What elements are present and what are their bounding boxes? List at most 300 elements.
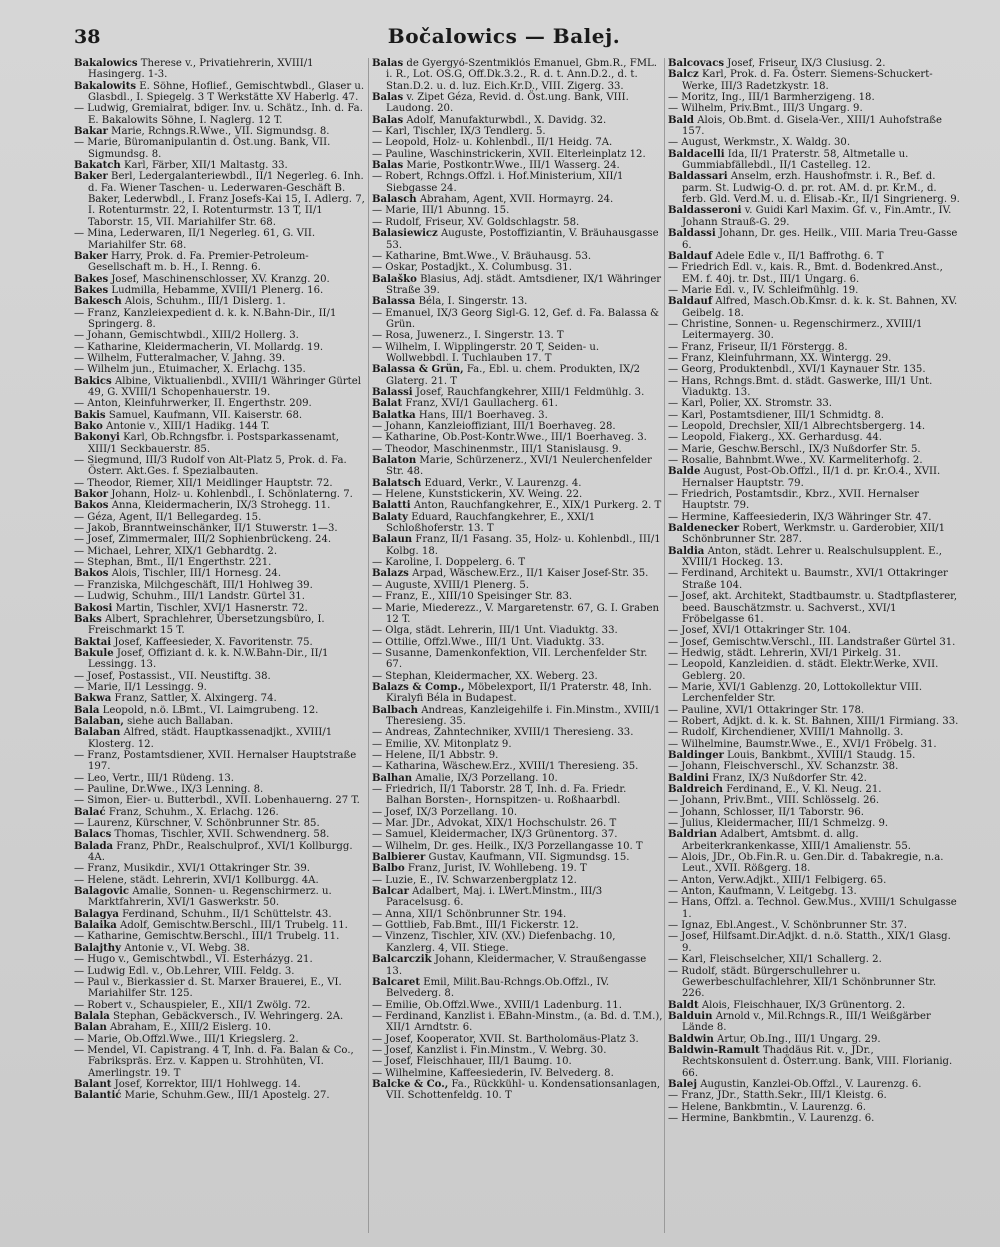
entry-surname: Balej (668, 1078, 697, 1090)
page-header (74, 22, 934, 52)
directory-entry (372, 308, 664, 331)
directory-entry (668, 716, 960, 727)
directory-entry (74, 920, 366, 931)
directory-entry (74, 614, 366, 637)
entry-details: — Robert, Rchngs.Offzl. i. Hof.Ministerium, XII/1 Siebgasse 24. (372, 171, 624, 194)
entry-details: — Georg, Produktenbdl., XVI/1 Kaynauer Str. 135. (668, 364, 926, 376)
entry-details: — Hugo v., Gemischtwbdl., VI. Esterházyg. 21. (74, 954, 313, 966)
entry-details: Andreas, Kanzleigehilfe i. Fin.Minstm., XVIII/1 Theresieng. 35. (386, 704, 661, 727)
entry-surname: Baldauf (668, 296, 713, 308)
entry-surname: Balazs & Comp., (372, 681, 465, 693)
directory-entry (372, 251, 664, 262)
directory-entry (74, 410, 366, 421)
directory-entry (668, 750, 960, 761)
directory-entry (74, 931, 366, 942)
directory-entry (668, 466, 960, 489)
entry-details: Karl, Prok. d. Fa. Österr. Siemens-Schuckert-Werke, III/3 Radetzkystr. 18. (682, 69, 933, 92)
directory-entry (668, 784, 960, 795)
directory-entry (668, 705, 960, 716)
directory-entry (668, 659, 960, 682)
column-2 (372, 58, 664, 1233)
entry-details: — Wilhelm, I. Wipplingerstr. 20 T, Seiden- u. Wollwebbdl. I. Tuchlauben 17. T (372, 341, 600, 364)
directory-entry (668, 546, 960, 569)
entry-details: Johann, Holz- u. Kohlenbdl., I. Schönlaterng. 7. (111, 489, 353, 501)
entry-details: — Samuel, Kleidermacher, IX/3 Grünentorg. 37. (372, 829, 618, 841)
entry-details: Eduard, Verkr., V. Laurenzg. 4. (424, 477, 582, 489)
directory-entry (74, 841, 366, 864)
directory-entry (372, 637, 664, 648)
entry-details: — Pauline, Dr.Wwe., IX/3 Lenning. 8. (74, 784, 264, 795)
entry-details: v. Zipet Géza, Revid. d. Öst.ung. Bank, VIII. Laudong. 20. (386, 92, 629, 115)
entry-surname: Baldreich (668, 784, 724, 795)
directory-entry (668, 897, 960, 920)
directory-entry (668, 637, 960, 648)
directory-entry (668, 1113, 960, 1124)
directory-entry (372, 920, 664, 931)
entry-details: — Emilie, XV. Mitonplatz 9. (372, 738, 512, 750)
directory-entry (372, 580, 664, 591)
entry-details: — Helene, städt. Lehrerin, XVI/1 Kollburgg. 4A. (74, 874, 319, 886)
directory-entry (668, 115, 960, 138)
entry-details: — Leopold, Kanzleidien. d. städt. Elektr.Werke, XVII. Geblerg. 20. (668, 659, 939, 682)
entry-details: Stephan, Gebäckversch., IV. Wehringerg. 2A. (113, 1010, 344, 1022)
entry-surname: Balacs (74, 829, 112, 841)
entry-details: Arpad, Wäschew.Erz., II/1 Kaiser Josef-Str. 35. (412, 568, 649, 580)
directory-entry (668, 228, 960, 251)
directory-entry (74, 1079, 366, 1090)
entry-details: — Emanuel, IX/3 Georg Sigl-G. 12, Gef. d. Fa. Balassa & Grün. (372, 307, 660, 330)
directory-entry (372, 410, 664, 421)
entry-details: — Helene, Bankbmtin., V. Laurenzg. 6. (668, 1101, 866, 1113)
directory-entry (372, 841, 664, 852)
entry-surname: Bakar (74, 126, 108, 138)
entry-details: — Olga, städt. Lehrerin, III/1 Unt. Viaduktg. 33. (372, 625, 618, 637)
directory-entry (74, 784, 366, 795)
directory-entry (372, 761, 664, 772)
entry-details: — Franz, Kanzleiexpedient d. k. k. N.Bahn-Dir., II/1 Springerg. 8. (74, 307, 337, 330)
directory-entry (74, 285, 366, 296)
entry-surname: Bakule (74, 647, 114, 659)
directory-entry (74, 977, 366, 1000)
entry-details: Arnold v., Mil.Rchngs.R., III/1 Weißgärber Lände 8. (682, 1010, 931, 1034)
entry-details: Franz, PhDr., Realschulprof., XVI/1 Kollburgg. 4A. (88, 840, 353, 864)
directory-entry (668, 795, 960, 806)
entry-surname: Bakos (74, 568, 109, 580)
entry-surname: Bakonyi (74, 432, 120, 444)
entry-details: — Simon, Eier- u. Butterbdl., XVII. Lobenhauerng. 27 T. (74, 795, 360, 807)
directory-entry (668, 432, 960, 443)
directory-entry (372, 512, 664, 535)
directory-entry (74, 376, 366, 399)
entry-details: — Josef, XVI/1 Ottakringer Str. 104. (668, 625, 851, 637)
directory-entry (372, 444, 664, 455)
entry-surname: Balcar (372, 886, 409, 898)
directory-entry (668, 648, 960, 659)
entry-details: Franz, Jurist, IV. Wohllebeng. 19. T (407, 863, 587, 875)
entry-details: — Marie, II/1 Lessingg. 9. (74, 681, 207, 693)
directory-entry (668, 489, 960, 512)
directory-entry (372, 115, 664, 126)
directory-entry (668, 625, 960, 636)
directory-entry (372, 489, 664, 500)
entry-details: Marie, Postkontr.Wwe., III/1 Wasserg. 24. (406, 160, 620, 172)
entry-details: — Ferdinand, Kanzlist i. EBahn-Minstm., (a. Bd. d. T.M.), XII/1 Arndtstr. 6. (372, 1010, 663, 1034)
entry-details: — Karl, Tischler, IX/3 Tendlerg. 5. (372, 126, 546, 138)
directory-entry (668, 205, 960, 228)
directory-entry (74, 103, 366, 126)
entry-details: — Franz, Musikdir., XVI/1 Ottakringer Str. 39. (74, 863, 310, 875)
directory-entry (668, 886, 960, 897)
entry-surname: Bakes (74, 273, 109, 285)
directory-entry (372, 671, 664, 682)
entry-details: Karl, Ob.Rchngsfbr. i. Postsparkassenamt, XIII/1 Seckbauerstr. 85. (88, 432, 339, 455)
directory-entry (372, 1056, 664, 1067)
entry-details: August, Post-Ob.Offzl., II/1 d. pr. Kr.O.4., XVII. Hernalser Hauptstr. 79. (682, 466, 941, 489)
directory-entry (668, 954, 960, 965)
entry-details: — Leopold, Holz- u. Kohlenbdl., II/1 Heidg. 7A. (372, 137, 613, 149)
entry-details: — Josef, Zimmermaler, III/2 Sophienbrückeng. 24. (74, 534, 332, 546)
directory-entry (372, 909, 664, 920)
directory-entry (74, 568, 366, 579)
entry-details: Amalie, Sonnen- u. Regenschirmerz. u. Marktfahrerin, XVI/1 Gaswerkstr. 50. (88, 886, 332, 909)
directory-entry (372, 739, 664, 750)
directory-entry (668, 137, 960, 148)
directory-entry (668, 920, 960, 931)
entry-surname: Bakwa (74, 693, 112, 705)
entry-details: — Josef, Kanzlist i. Fin.Minstm., V. Webrg. 30. (372, 1044, 607, 1056)
directory-entry (74, 637, 366, 648)
directory-entry (668, 58, 960, 69)
entry-surname: Balać (74, 806, 106, 818)
entry-details: Alois, Tischler, III/1 Hornesg. 24. (111, 568, 282, 580)
directory-entry (74, 557, 366, 568)
directory-entry (74, 274, 366, 285)
directory-entry (74, 671, 366, 682)
entry-details: — Marie, Ob.Offzl.Wwe., III/1 Kriegslerg. 2. (74, 1033, 299, 1045)
entry-details: Thomas, Tischler, XVII. Schwendnerg. 58. (114, 829, 330, 841)
entry-surname: Bakos (74, 500, 109, 512)
directory-entry (74, 1034, 366, 1045)
directory-entry (74, 489, 366, 500)
entry-details: — Andreas, Zahntechniker, XVIII/1 Theresieng. 33. (372, 727, 634, 739)
directory-entry (372, 296, 664, 307)
entry-details: Augustin, Kanzlei-Ob.Offzl., V. Laurenzg. 6. (700, 1078, 922, 1090)
entry-details: — Anton, Kaufmann, V. Leitgebg. 13. (668, 886, 857, 898)
entry-details: — August, Werkmstr., X. Waldg. 30. (668, 137, 851, 149)
entry-surname: Baktai (74, 636, 112, 648)
entry-surname: Baldasseroni (668, 205, 742, 217)
entry-details: Johann, Dr. ges. Heilk., VIII. Maria Treu-Gasse 6. (682, 228, 958, 251)
entry-details: — Anna, XII/1 Schönbrunner Str. 194. (372, 908, 567, 920)
directory-entry (372, 705, 664, 728)
directory-entry (372, 682, 664, 705)
directory-entry (668, 773, 960, 784)
directory-entry (668, 512, 960, 523)
directory-entry (74, 1090, 366, 1101)
entry-details: — Katharine, Bmt.Wwe., V. Bräuhausg. 53. (372, 250, 592, 262)
entry-details: Antonie v., VI. Webg. 38. (124, 942, 250, 954)
entry-details: — Hermine, Kaffeesiederin, IX/3 Währinger Str. 47. (668, 511, 932, 523)
directory-entry (372, 126, 664, 137)
directory-entry (668, 1090, 960, 1101)
entry-surname: Balada (74, 840, 114, 852)
directory-entry (372, 648, 664, 671)
directory-entry (372, 194, 664, 205)
entry-details: — Emilie, Ob.Offzl.Wwe., XVIII/1 Ladenburg. 11. (372, 999, 622, 1011)
entry-details: — Helene, II/1 Abbstr. 9. (372, 749, 499, 761)
entry-details: — Franziska, Milchgeschäft, III/1 Hohlweg 39. (74, 579, 313, 591)
entry-surname: Balbach (372, 704, 418, 716)
entry-surname: Balaun (372, 534, 413, 546)
directory-entry (668, 818, 960, 829)
entry-details: Josef, Rauchfangkehrer, XIII/1 Feldmühlg. 3. (415, 386, 645, 398)
entry-surname: Baldassari (668, 171, 728, 183)
directory-entry (372, 875, 664, 886)
entry-details: Josef, Maschinenschlosser, XV. Kranzg. 20. (111, 273, 330, 285)
entry-details: — Robert, Adjkt. d. k. k. St. Bahnen, XIII/1 Firmiang. 33. (668, 715, 959, 727)
entry-details: — Marie, XVI/1 Gablenzg. 20, Lottokollektur VIII. Lerchenfelder Str. (668, 681, 923, 705)
directory-entry (668, 319, 960, 342)
directory-entry (74, 455, 366, 478)
entry-details: v. Guidi Karl Maxim. Gf. v., Fin.Amtr., IV. Johann Strauß-G. 29. (682, 205, 952, 228)
entry-details: — Friedrich, II/1 Taborstr. 28 T, Inh. d. Fa. Friedr. Balhan Borsten-, Hornspitzen- u. Roßhaarbdl. (372, 784, 627, 807)
directory-entry (668, 1011, 960, 1034)
directory-entry (668, 875, 960, 886)
directory-entry (74, 829, 366, 840)
entry-details: — Leopold, Fiakerg., XX. Gerhardusg. 44. (668, 432, 883, 444)
entry-surname: Bakosi (74, 602, 113, 614)
entry-details: — Josef, Gemischtw.Verschl., III. Landstraßer Gürtel 31. (668, 636, 956, 648)
entry-details: Alfred, städt. Hauptkassenadjkt., XVIII/1 Klosterg. 12. (88, 727, 333, 750)
directory-entry (74, 1022, 366, 1033)
entry-surname: Baldassi (668, 228, 716, 240)
directory-entry (74, 966, 366, 977)
entry-details: Adele Edle v., II/1 Baffrothg. 6. T (715, 250, 884, 262)
entry-details: Fa., Ebl. u. chem. Produkten, IX/2 Glaterg. 21. T (386, 364, 641, 387)
entry-details: de Gyergyó-Szentmiklós Emanuel, Gbm.R., FML. i. R., Lot. OS.G, Off.Dk.3.2., R. d. t. Ann.D.2., d. t. Stan.D.2. u. d. luz. Eich.Kr.D., VIII. Zigerg. 33. (386, 58, 657, 92)
entry-details: — Christine, Sonnen- u. Regenschirmerz., XVIII/1 Leitermayerg. 30. (668, 318, 923, 342)
entry-details: — Moritz, Ing., III/1 Barmherzigeng. 18. (668, 92, 875, 104)
entry-details: — Rudolf, Friseur, XV. Goldschlagstr. 58. (372, 216, 580, 228)
entry-details: — Josef, Fleischhauer, III/1 Baumg. 10. (372, 1056, 572, 1068)
entry-details: Harry, Prok. d. Fa. Premier-Petroleum-Gesellschaft m. b. H., I. Renng. 6. (88, 250, 309, 274)
entry-surname: Balasch (372, 194, 417, 206)
directory-entry (372, 784, 664, 807)
directory-entry (74, 648, 366, 671)
directory-entry (74, 875, 366, 886)
directory-entry (74, 1045, 366, 1079)
directory-entry (668, 251, 960, 262)
entry-details: Robert, Werkmstr. u. Garderobier, XII/1 Schönbrunner Str. 287. (682, 523, 946, 546)
directory-entry (74, 342, 366, 353)
directory-entry (74, 693, 366, 704)
entry-details: Fa., Rückkühl- u. Kondensationsanlagen, VII. Schottenfeldg. 10. T (386, 1078, 661, 1102)
entry-surname: Bakis (74, 409, 106, 421)
entry-details: Karl, Färber, XII/1 Maltastg. 33. (123, 160, 288, 172)
directory-entry (74, 398, 366, 409)
entry-details: — Anton, Kleinfuhrwerker, II. Engerthstr. 209. (74, 398, 312, 410)
entry-details: — Vinzenz, Tischler, XIV. (XV.) Diefenbachg. 10, Kanzlerg. 4, VII. Stiege. (372, 931, 616, 954)
entry-details: — Josef, IX/3 Porzellang. 10. (372, 806, 518, 818)
entry-surname: Balajthy (74, 942, 121, 954)
directory-entry (74, 137, 366, 160)
entry-details: Artur, Ob.Ing., III/1 Ungarg. 29. (717, 1033, 881, 1045)
entry-details: Franz, IX/3 Nußdorfer Str. 42. (712, 772, 867, 784)
directory-entry (668, 149, 960, 172)
directory-entry (74, 705, 366, 716)
column-divider (368, 58, 369, 1233)
directory-entry (372, 750, 664, 761)
directory-entry (668, 69, 960, 92)
entry-surname: Balhan (372, 772, 413, 784)
directory-entry (74, 886, 366, 909)
directory-entry (668, 931, 960, 954)
entry-details: — Ignaz, Ebl.Angest., V. Schönbrunner Str. 37. (668, 920, 907, 932)
entry-surname: Balbierer (372, 852, 426, 864)
entry-surname: Balantić (74, 1090, 122, 1102)
entry-details: — Wilhelmine, Kaffeesiederin, IV. Belvederg. 8. (372, 1067, 614, 1079)
entry-surname: Bakes (74, 284, 109, 296)
entry-details: — Marie, Miederezz., V. Margaretenstr. 67, G. I. Graben 12 T. (372, 602, 660, 625)
entry-details: — Luzie, E., IV. Schwarzenbergplatz 12. (372, 874, 577, 886)
directory-entry (668, 376, 960, 399)
entry-details: Hans, III/1 Boerhaveg. 3. (418, 409, 548, 421)
entry-details: — Josef, Hilfsamt.Dir.Adjkt. d. n.ö. Statth., XIX/1 Glasg. 9. (668, 931, 951, 954)
entry-details: — Marie Edl. v., IV. Schleifmühlg. 19. (668, 284, 859, 296)
entry-surname: Balduin (668, 1010, 713, 1022)
entry-details: Marie, Schürzenerz., XVI/1 Neulerchenfelder Str. 48. (386, 455, 652, 478)
entry-surname: Balagya (74, 908, 119, 920)
entry-details: Abraham, E., XIII/2 Eislerg. 10. (110, 1022, 272, 1034)
entry-surname: Balatsch (372, 477, 422, 489)
directory-entry (74, 160, 366, 171)
entry-details: — Hermine, Bankbmtin., V. Laurenzg. 6. (668, 1112, 875, 1124)
entry-details: Anna, Kleidermacherin, IX/3 Strohegg. 11. (111, 500, 331, 512)
entry-details: — Marie, Geschw.Berschl., IX/3 Nußdorfer Str. 5. (668, 443, 921, 455)
entry-details: — Wilhelm, Priv.Bmt., III/3 Ungarg. 9. (668, 103, 863, 115)
entry-surname: Balas (372, 114, 404, 126)
entry-surname: Balcarczik (372, 954, 432, 966)
entry-details: Alois, Ob.Bmt. d. Gisela-Ver., XIII/1 Auhofstraße 157. (682, 114, 943, 138)
entry-details: — Karoline, I. Doppelerg. 6. T (372, 557, 526, 569)
entry-details: — Marie, Büromanipulantin d. Öst.ung. Bank, VII. Sigmundsg. 8. (74, 137, 331, 160)
entry-details: Josef, Offiziant d. k. k. N.W.Bahn-Dir., II/1 Lessingg. 13. (88, 647, 329, 671)
directory-entry (668, 444, 960, 455)
directory-entry (74, 364, 366, 375)
entry-details: — Josef, akt. Architekt, Stadtbaumstr. u. Stadtpflasterer, beed. Bauschätzmstr. u. Sachverst., XVI/1 Fröbelgasse 61. (668, 591, 958, 625)
directory-entry (668, 364, 960, 375)
entry-details: — Josef, Kooperator, XVII. St. Bartholomäus-Platz 3. (372, 1033, 639, 1045)
entry-details: — Siegmund, III/3 Rudolf von Alt-Platz 5, Prok. d. Fa. Österr. Akt.Ges. f. Spezialbauten. (74, 455, 347, 478)
entry-surname: Baldwin (668, 1033, 714, 1045)
entry-details: — Ferdinand, Architekt u. Baumstr., XVI/1 Ottakringer Straße 104. (668, 568, 948, 591)
entry-surname: Bako (74, 421, 103, 432)
entry-surname: Balbo (372, 863, 405, 875)
entry-details: — Karl, Postamtsdiener, III/1 Schmidtg. 8. (668, 409, 885, 421)
entry-details: Möbelexport, II/1 Praterstr. 48, Inh. Kiralyfi Béla in Budapest. (386, 681, 652, 705)
entry-details: — Paul v., Bierkassier d. St. Marxer Brauerei, E., VI. Mariahilfer Str. 125. (74, 976, 342, 1000)
column-divider (664, 58, 665, 1233)
directory-entry (74, 534, 366, 545)
entry-details: Eduard, Rauchfangkehrer, E., XXI/1 Schloßhoferstr. 13. T (386, 511, 596, 535)
entry-details: — Franz, E., XIII/10 Speisinger Str. 83. (372, 591, 573, 603)
directory-entry (668, 829, 960, 852)
entry-details: — Mar. JDr., Advokat, XIX/1 Hochschulstr. 26. T (372, 818, 617, 830)
entry-details: Thaddäus Rit. v., JDr., Rechtskonsulent d. Österr.ung. Bank, VIII. Florianig. 66. (682, 1044, 953, 1079)
entry-surname: Balat (372, 398, 403, 410)
directory-entry (74, 421, 366, 432)
directory-entry (372, 228, 664, 251)
entry-surname: Balas (372, 92, 404, 104)
entry-details: — Wilhelm, Dr. ges. Heilk., IX/3 Porzellangasse 10. T (372, 840, 643, 852)
directory-entry (372, 478, 664, 489)
entry-details: Adalbert, Amtsbmt. d. allg. Arbeiterkrankenkasse, XIII/1 Amalienstr. 55. (682, 829, 911, 852)
entry-surname: Balas (372, 58, 404, 69)
entry-surname: Bakor (74, 489, 109, 501)
entry-details: Berl, Ledergalanteriewbdl., II/1 Negerleg. 6. Inh. d. Fa. Wiener Taschen- u. Lederwaren-Geschäft B. Baker, Lederwbdl., I. Franz Josefs-Kai 15, I. Adlerg. 7, I. Rotenturmstr. 22, I. Rotenturmstr. 13 T, II/1 Taborstr. 15, VII. Mariahilfer Str. 68. (88, 171, 365, 228)
entry-details: Adolf, Manufakturwbdl., X. Davidg. 32. (406, 114, 607, 126)
entry-surname: Balasiewicz (372, 228, 438, 240)
entry-details: — Laurenz, Kürschner, V. Schönbrunner Str. 85. (74, 818, 320, 830)
entry-details: — Franz, JDr., Statth.Sekr., III/1 Kleistg. 6. (668, 1090, 887, 1102)
entry-details: — Theodor, Maschinenmstr., III/1 Stanislausg. 9. (372, 443, 622, 455)
directory-entry (372, 92, 664, 115)
entry-details: — Franz, Kleinfuhrmann, XX. Wintergg. 29. (668, 352, 892, 364)
directory-entry (372, 852, 664, 863)
entry-surname: Baker (74, 171, 108, 183)
entry-details: — Anton, Verw.Adjkt., XIII/1 Felbigerg. 65. (668, 874, 887, 886)
entry-details: Leopold, n.ö. LBmt., VI. Laimgrubeng. 12. (102, 704, 319, 716)
directory-entry (74, 251, 366, 274)
directory-entry (74, 591, 366, 602)
entry-surname: Balaško (372, 273, 417, 285)
directory-entry (74, 432, 366, 455)
directory-entry (372, 557, 664, 568)
directory-entry (74, 943, 366, 954)
directory-entry (668, 807, 960, 818)
entry-details: — Katharina, Wäschew.Erz., XVIII/1 Theresieng. 35. (372, 761, 639, 773)
directory-entry (372, 364, 664, 387)
entry-details: — Marie, III/1 Abunng. 15. (372, 205, 510, 217)
directory-entry (74, 580, 366, 591)
directory-entry (372, 455, 664, 478)
entry-details: — Hans, Rchngs.Bmt. d. städt. Gaswerke, III/1 Unt. Viaduktg. 13. (668, 375, 933, 398)
entry-surname: Balas (372, 160, 404, 172)
entry-surname: Balde (668, 466, 701, 478)
directory-entry (372, 1011, 664, 1034)
entry-surname: Balala (74, 1010, 110, 1022)
entry-details: Franz, Schuhm., X. Erlachg. 126. (108, 806, 279, 818)
entry-details: — Katharine, Ob.Post-Kontr.Wwe., III/1 Boerhaveg. 3. (372, 432, 647, 444)
entry-details: — Géza, Agent, II/1 Bellegardeg. 15. (74, 511, 262, 523)
entry-surname: Balcovacs (668, 58, 725, 69)
directory-entry (74, 228, 366, 251)
entry-details: Josef, Friseur, IX/3 Clusiusg. 2. (727, 58, 886, 69)
entry-surname: Balaika (74, 920, 117, 932)
entry-details: — Helene, Kunststickerin, XV. Weing. 22. (372, 489, 583, 501)
entry-details: — Ludwig Edl. v., Ob.Lehrer, VIII. Feldg. 3. (74, 965, 295, 977)
entry-surname: Baldwin-Ramult (668, 1044, 760, 1056)
directory-entry (668, 739, 960, 750)
entry-details: Abraham, Agent, XVII. Hormayrg. 24. (419, 194, 614, 206)
entry-details: Adolf, Gemischtw.Berschl., III/1 Trubelg. 11. (120, 920, 348, 932)
directory-entry (372, 205, 664, 216)
entry-details: Albine, Viktualienbdl., XVIII/1 Währinger Gürtel 49, G. XVIII/1 Schopenhauerstr. 19. (88, 375, 361, 398)
directory-entry (372, 829, 664, 840)
directory-entry (372, 421, 664, 432)
entry-details: Blasius, Adj. städt. Amtsdiener, IX/1 Währinger Straße 39. (386, 273, 662, 296)
directory-entry (74, 478, 366, 489)
